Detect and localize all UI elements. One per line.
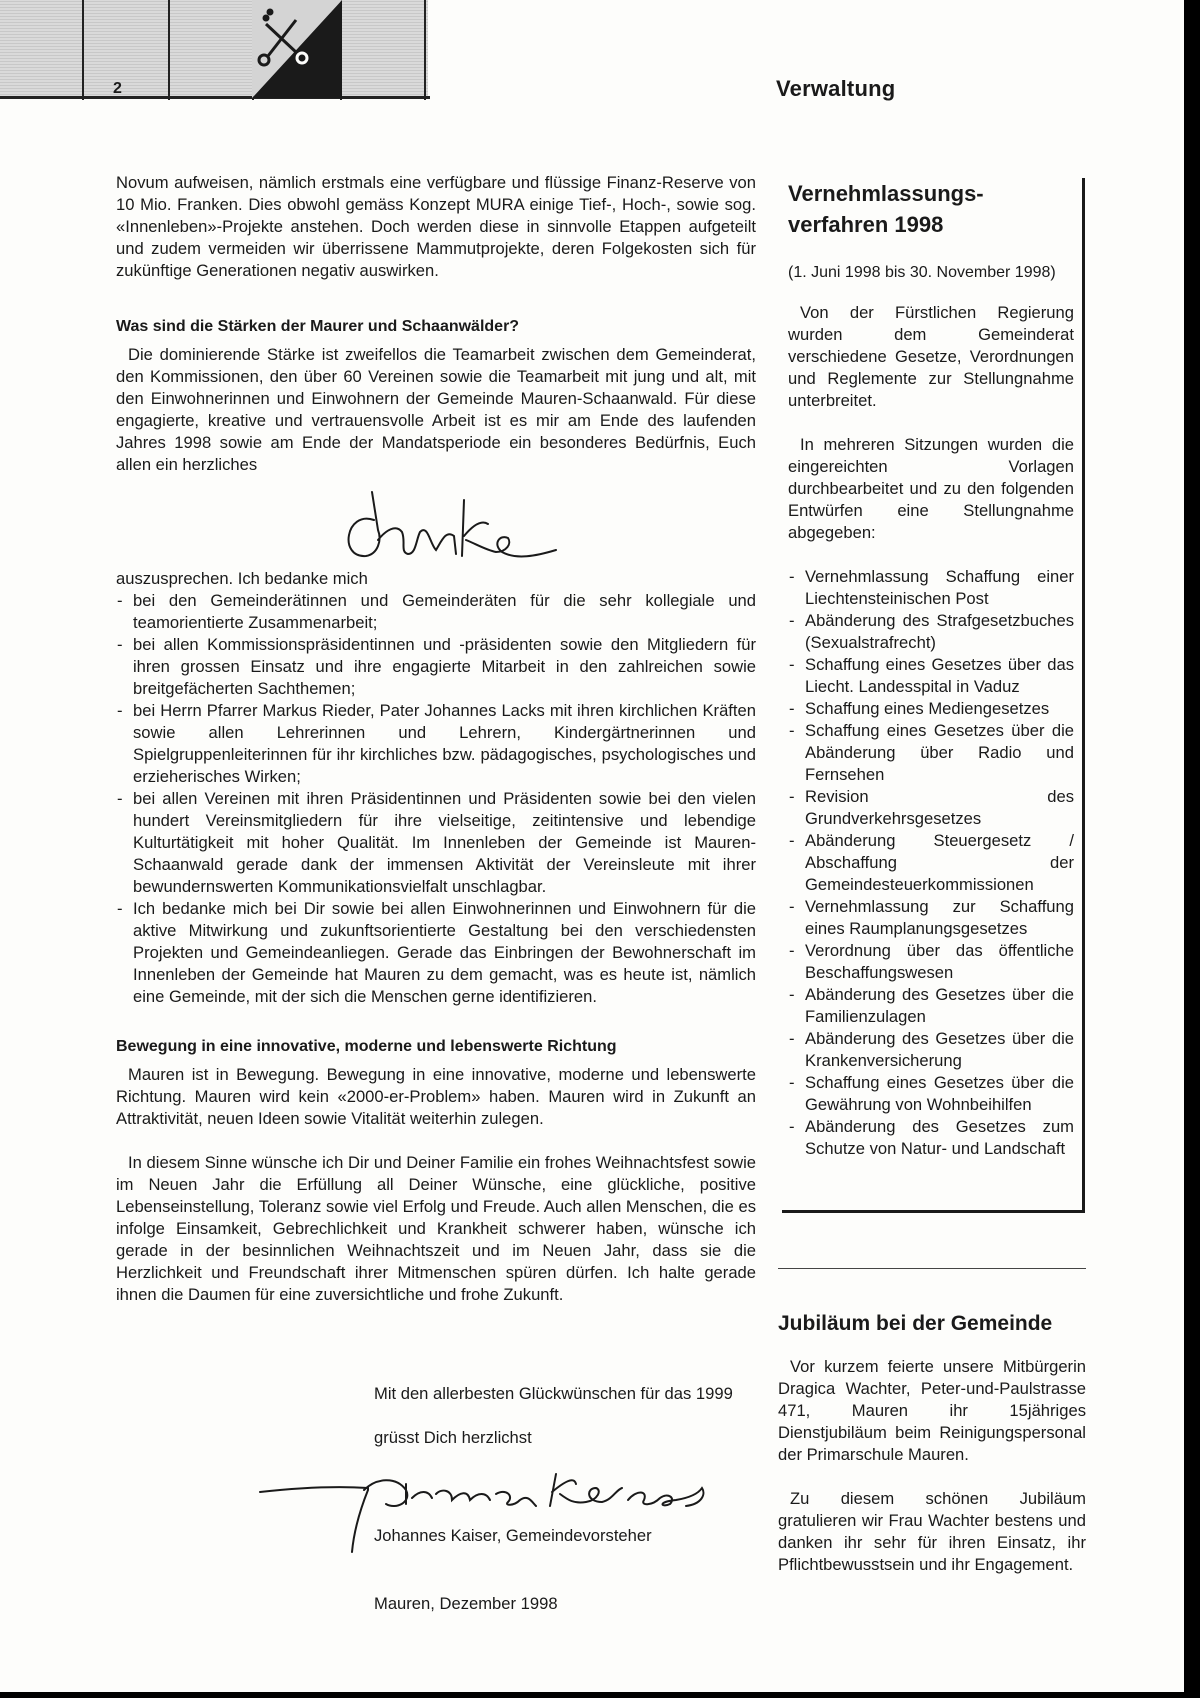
consultation-item: - Verordnung über das öffentliche Beschaffungswesen: [788, 940, 1074, 984]
jubilee-column: [778, 1310, 1086, 1576]
main-column: [116, 172, 756, 1306]
place-date: Mauren, Dezember 1998: [374, 1594, 558, 1613]
consultation-paragraph: Von der Fürstlichen Regierung wurden dem Gemeinderat verschiedene Gesetze, Verordnungen und Reglemente zur Stellungnahme unterbreitet.: [788, 303, 1074, 410]
closing-regards: grüsst Dich herzlichst: [374, 1428, 532, 1447]
heading-strengths: Was sind die Stärken der Maurer und Schaanwälder?: [116, 318, 520, 335]
header-divider: [424, 0, 426, 100]
consultation-item: - Vernehmlassung Schaffung einer Liechtensteinischen Post: [788, 566, 1074, 610]
closing-greeting: Mit den allerbesten Glückwünschen für das 1999: [374, 1384, 733, 1403]
consultation-title: [788, 178, 1074, 240]
jubilee-paragraph: Vor kurzem feierte unsere Mitbürgerin Dragica Wachter, Peter-und-Paulstrasse 471, Mauren ihr 15jähriges Dienstjubiläum beim Reinigungspersonal der Primarschule Mauren.: [778, 1357, 1086, 1464]
signature: [256, 1460, 716, 1560]
sidebar-separator: [778, 1268, 1086, 1269]
consultation-column: [788, 178, 1074, 1160]
thanks-item: - bei allen Kommissionspräsidentinnen und -präsidenten sowie den Mitgliedern für ihren grossen Einsatz und ihre engagierte Mitarbeit in den zahlreichen sowie breitgefächerten Sachthemen;: [116, 634, 756, 700]
header-gray-band: [0, 0, 428, 98]
scissors-pen-emblem-icon: [252, 0, 342, 98]
consultation-item: - Abänderung des Gesetzes über die Krankenversicherung: [788, 1028, 1074, 1072]
consultation-item: - Schaffung eines Gesetzes über die Gewährung von Wohnbeihilfen: [788, 1072, 1074, 1116]
consultation-item: - Schaffung eines Mediengesetzes: [788, 698, 1074, 720]
consultation-item: - Schaffung eines Gesetzes über das Liecht. Landesspital in Vaduz: [788, 654, 1074, 698]
consultation-item: - Schaffung eines Gesetzes über die Abänderung über Radio und Fernsehen: [788, 720, 1074, 786]
consultation-title-line2: verfahren 1998: [788, 212, 944, 237]
consultation-item: - Vernehmlassung zur Schaffung eines Raumplanungsgesetzes: [788, 896, 1074, 940]
signer-name: Johannes Kaiser, Gemeindevorsteher: [374, 1526, 652, 1545]
consultation-item: - Abänderung des Gesetzes zum Schutze von Natur- und Landschaft: [788, 1116, 1074, 1160]
consultation-item: - Abänderung Steuergesetz / Abschaffung der Gemeindesteuerkommissionen: [788, 830, 1074, 896]
movement-paragraph: Mauren ist in Bewegung. Bewegung in eine innovative, moderne und lebenswerte Richtung. Mauren wird kein «2000-er-Problem» haben. Mauren wird in Zukunft an Attraktivität, neuen Ideen sowie Vitalität weiterhin zulegen.: [116, 1065, 756, 1128]
wishes-paragraph: In diesem Sinne wünsche ich Dir und Deiner Familie ein frohes Weihnachtsfest sowie im Neuen Jahr die Erfüllung all Deiner Wünsche, eine glückliche, positive Lebenseinstellung, Toleranz sowie viel Erfolg und Freude. Auch allen Menschen, die es infolge Einsamkeit, Gebrechlichkeit und Krankheit schwerer haben, wünsche ich gerade in der besinnlichen Weihnachtszeit und im Neuen Jahr, dass sie die Herzlichkeit und Freundschaft ihrer Mitmenschen spüren dürfen. Ich halte gerade ihnen die Daumen für eine zuversichtliche und frohe Zukunft.: [116, 1153, 756, 1304]
thanks-item: - bei den Gemeinderätinnen und Gemeinderäten für die sehr kollegiale und teamorientierte Zusammenarbeit;: [116, 590, 756, 634]
strengths-paragraph: Die dominierende Stärke ist zweifellos die Teamarbeit zwischen dem Gemeinderat, den Kommissionen, den über 60 Vereinen sowie die Teamarbeit mit jung und alt, mit den Einwohnerinnen und Einwohnern der Gemeinde Mauren-Schaanwald. Für diese engagierte, kreative und vertrauensvolle Arbeit ist es mir am Ende des laufenden Jahres 1998 sowie am Ende der Mandatsperiode ein besonderes Bedürfnis, Euch allen ein herzliches: [116, 345, 756, 474]
thanks-item: - Ich bedanke mich bei Dir sowie bei allen Einwohnerinnen und Einwohnern für die aktive Mitwirkung und zukunftsorientierte Gestaltung bei den verschiedensten Projekten und Gemeindeanliegen. Gerade das Einbringen der Bewohnerschaft im Innenleben der Gemeinde hat Mauren zu dem gemacht, was es heute ist, nämlich eine Gemeinde, mit der sich die Menschen gerne identifizieren.: [116, 898, 756, 1008]
thanks-item: - bei allen Vereinen mit ihren Präsidentinnen und Präsidenten sowie bei den vielen hundert Vereinsmitgliedern für ihre vielseitige, zeitintensive und lebendige Kulturtätigkeit mit hoher Qualität. Im Innenleben der Gemeinde ist Mauren-Schaanwald gerade dank der immensen Aktivität der Vereinsleute mit ihrer bewundernswerten Kommunikationsvielfalt unschlagbar.: [116, 788, 756, 898]
header-divider: [168, 0, 170, 100]
heading-movement: Bewegung in eine innovative, moderne und lebenswerte Richtung: [116, 1038, 617, 1055]
jubilee-title: Jubiläum bei der Gemeinde: [778, 1312, 1053, 1335]
page-number: 2: [113, 80, 122, 97]
thanks-item: - bei Herrn Pfarrer Markus Rieder, Pater Johannes Lacks mit ihren kirchlichen Kräften sowie allen Lehrerinnen und Lehrern, Kindergärtnerinnen und Spielgruppenleiterinnen für ihr kirchliches bzw. pädagogisches, psychologisches und erzieherisches Wirken;: [116, 700, 756, 788]
intro-paragraph: Novum aufweisen, nämlich erstmals eine verfügbare und flüssige Finanz-Reserve von 10 Mio. Franken. Dies obwohl gemäss Konzept MURA einige Tief-, Hoch-, sowie sog. «Innenleben»-Projekte anstehen. Doch werden diese in sinnvolle Etappen aufgeteilt und zudem vermeiden wir überrissene Mammutprojekte, deren Folgekosten sich für zukünftige Generationen negativ auswirken.: [116, 173, 756, 280]
thanks-list: [116, 590, 756, 1008]
thanks-intro: auszusprechen. Ich bedanke mich: [116, 569, 368, 588]
handwritten-danke-graphic: [116, 480, 756, 568]
consultation-list: [788, 566, 1074, 1160]
handwritten-danke: [116, 480, 756, 568]
consultation-paragraph: In mehreren Sitzungen wurden die eingereichten Vorlagen durchbearbeitet und zu den folgenden Entwürfen eine Stellungnahme abgegeben:: [788, 435, 1074, 542]
consultation-period: (1. Juni 1998 bis 30. November 1998): [788, 264, 1056, 281]
jubilee-paragraph: Zu diesem schönen Jubiläum gratulieren wir Frau Wachter bestens und danken ihr sehr für ihren Einsatz, ihr Pflichtbewusstsein und ihr Engagement.: [778, 1489, 1086, 1574]
consultation-item: - Revision des Grundverkehrsgesetzes: [788, 786, 1074, 830]
consultation-item: - Abänderung des Strafgesetzbuches (Sexualstrafrecht): [788, 610, 1074, 654]
consultation-item: - Abänderung des Gesetzes über die Familienzulagen: [788, 984, 1074, 1028]
consultation-title-line1: Vernehmlassungs-: [788, 181, 984, 206]
section-title: Verwaltung: [776, 76, 896, 101]
header-bottom-rule: [0, 96, 430, 99]
header-strip: [0, 0, 430, 100]
header-divider: [82, 0, 84, 100]
